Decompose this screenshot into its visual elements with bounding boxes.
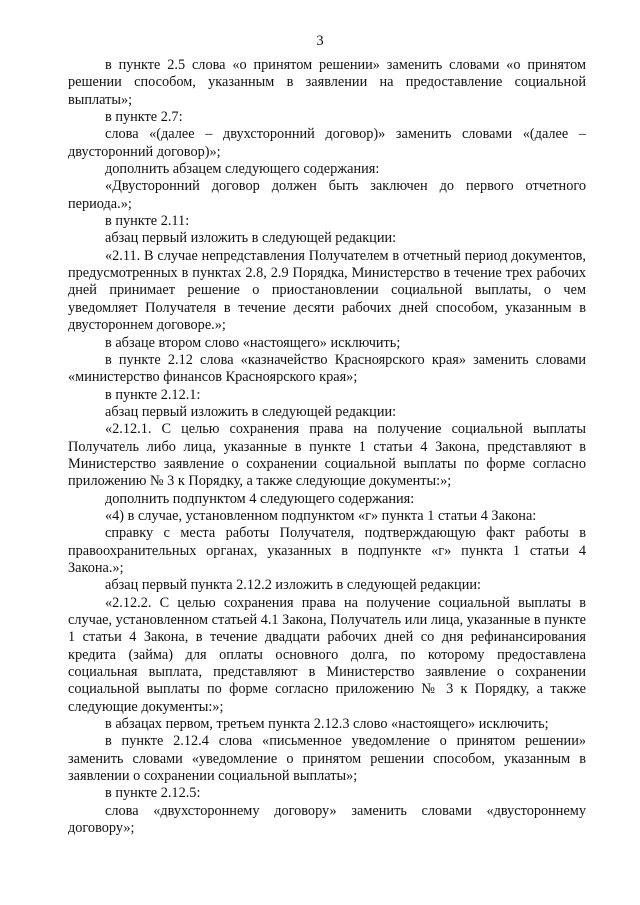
paragraph: абзац первый изложить в следующей редакции: <box>105 403 397 420</box>
paragraph: слова «(далее – двухсторонний договор)» заменить словами «(далее – двусторонний договор)»; <box>68 126 586 160</box>
paragraph: в абзаце втором слово «настоящего» исключить; <box>105 334 401 351</box>
paragraph: в пункте 2.12.4 слова «письменное уведомление о принятом решении» заменить словами «уведомление о принятом решении способом, указанным в заявлении о сохранении социальной выплаты»; <box>68 733 586 785</box>
paragraph: в пункте 2.12.1: <box>105 386 201 403</box>
paragraph: в абзацах первом, третьем пункта 2.12.3 слово «настоящего» исключить; <box>105 716 549 733</box>
paragraph: дополнить абзацем следующего содержания: <box>105 161 380 178</box>
paragraph: в пункте 2.7: <box>105 109 183 126</box>
paragraph: в пункте 2.11: <box>105 213 190 230</box>
paragraph: абзац первый пункта 2.12.2 изложить в следующей редакции: <box>105 577 481 594</box>
paragraph: дополнить подпунктом 4 следующего содержания: <box>105 490 415 507</box>
paragraph: «Двусторонний договор должен быть заключен до первого отчетного периода.»; <box>68 178 586 212</box>
document-body <box>68 57 586 837</box>
paragraph: «2.12.2. С целью сохранения права на получение социальной выплаты в случае, установленном статьей 4.1 Закона, Получатель или лица, указанные в пункте 1 статьи 4 Закона, в течение двадцати рабочих дней со дня рефинансирования кредита (займа) для оплаты основного долга, по которому предоставлена социальная выплата, представляют в Министерство заявление о сохранении социальной выплаты по форме согласно приложению № 3 к Порядку, а также следующие документы:»; <box>68 594 586 715</box>
paragraph: слова «двухстороннему договору» заменить словами «двустороннему договору»; <box>68 802 586 837</box>
paragraph: справку с места работы Получателя, подтверждающую факт работы в правоохранительных органах, указанных в подпункте «г» пункта 1 статьи 4 Закона.»; <box>68 525 586 576</box>
paragraph: в пункте 2.5 слова «о принятом решении» заменить словами «о принятом решении способом, указанным в заявлении на предоставление социальной выплаты»; <box>68 57 586 108</box>
paragraph: «4) в случае, установленном подпунктом «г» пункта 1 статьи 4 Закона: <box>105 507 537 524</box>
paragraph: «2.11. В случае непредставления Получателем в отчетный период документов, предусмотренных в пунктах 2.8, 2.9 Порядка, Министерство в течение трех рабочих дней принимает решение о приостановлении социальной выплаты, о чем уведомляет Получателя в течение десяти рабочих дней способом, указанным в двустороннем договоре.»; <box>68 247 586 334</box>
paragraph: в пункте 2.12 слова «казначейство Красноярского края» заменить словами «министерство финансов Красноярского края»; <box>68 351 586 386</box>
paragraph: в пункте 2.12.5: <box>105 785 201 802</box>
paragraph: абзац первый изложить в следующей редакции: <box>105 230 397 247</box>
page-number: 3 <box>316 33 324 49</box>
paragraph: «2.12.1. С целью сохранения права на получение социальной выплаты Получатель либо лица, указанные в пункте 1 статьи 4 Закона, представляют в Министерство заявление о сохранении социальной выплаты по форме согласно приложению № 3 к Порядку, а также следующие документы:»; <box>68 421 586 490</box>
